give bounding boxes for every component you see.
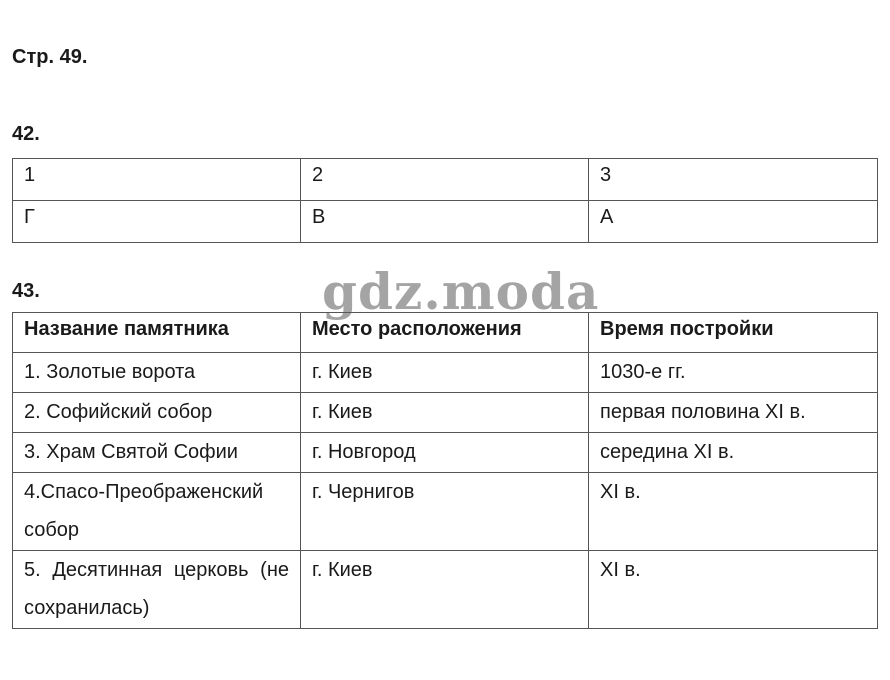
monument-time: первая половина XI в. [589,393,878,433]
table-header-row [13,313,878,353]
task-42-number: 42. [12,123,40,145]
monument-place: г. Чернигов [301,473,589,551]
table-row [13,159,878,201]
question-number-cell: 3 [589,159,878,201]
column-header-time: Время постройки [589,313,878,353]
table-row [13,353,878,393]
task-43-number: 43. [12,280,40,302]
monument-name: 1. Золотые ворота [13,353,301,393]
monument-time: XI в. [589,473,878,551]
task-43-table [12,312,878,629]
monument-place: г. Киев [301,393,589,433]
monument-time: 1030-е гг. [589,353,878,393]
column-header-place: Место расположения [301,313,589,353]
watermark-logo: gdz.moda [322,262,600,321]
monument-name: 4.Спасо-Преображенский собор [13,473,301,551]
table-row [13,473,878,551]
monument-time: середина XI в. [589,433,878,473]
question-number-cell: 2 [301,159,589,201]
table-row [13,433,878,473]
monument-time: XI в. [589,551,878,629]
task-42-table [12,158,878,243]
column-header-name: Название памятника [13,313,301,353]
monument-name: 3. Храм Святой Софии [13,433,301,473]
question-number-cell: 1 [13,159,301,201]
table-row [13,201,878,243]
page-reference: Стр. 49. [12,46,88,68]
table-row [13,393,878,433]
answer-cell: А [589,201,878,243]
monument-place: г. Киев [301,551,589,629]
monument-place: г. Новгород [301,433,589,473]
monument-place: г. Киев [301,353,589,393]
table-row [13,551,878,629]
answer-cell: В [301,201,589,243]
answer-cell: Г [13,201,301,243]
monument-name: 2. Софийский собор [13,393,301,433]
monument-name: 5. Десятинная церковь (не сохранилась) [13,551,301,629]
